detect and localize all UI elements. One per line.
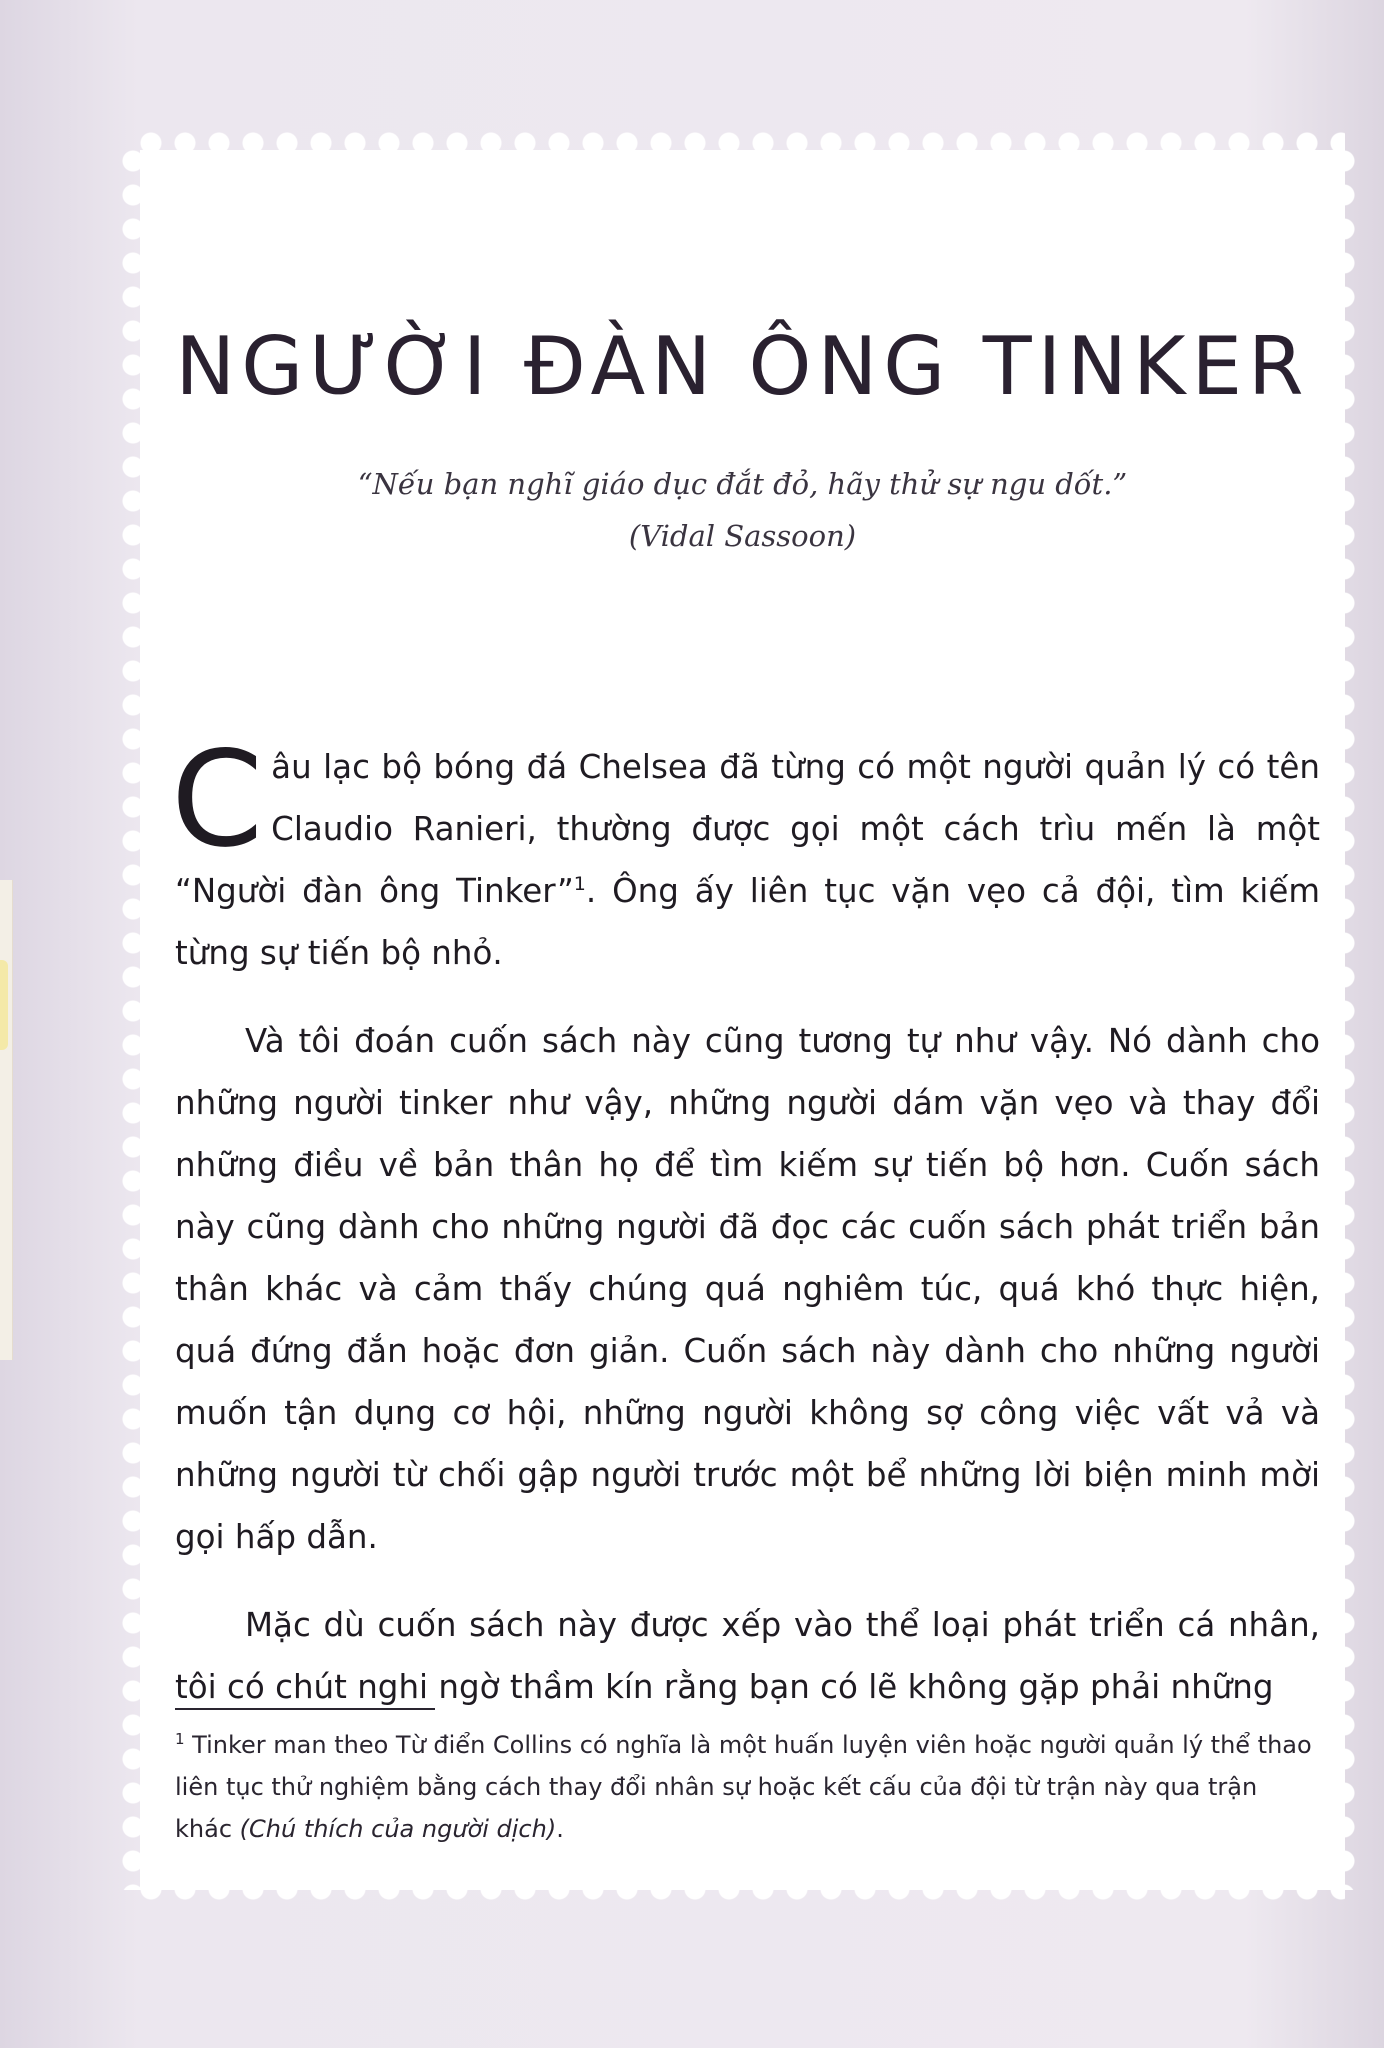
paragraph-1-text-end: . Ông ấy liên tục vặn vẹo cả đội, tìm kiếm từng sự tiến bộ nhỏ. (175, 872, 1320, 972)
body-text (171, 723, 1320, 1744)
footnote-divider (175, 1708, 435, 1710)
epigraph-quote: “Nếu bạn nghĩ giáo dục đắt đỏ, hãy thử sự ngu dốt.” (357, 467, 1128, 501)
footnote-text: Tinker man theo Từ điển Collins có nghĩa là một huấn luyện viên hoặc người quản lý thể thao liên tục thử nghiệm bằng cách thay đổi nhân sự hoặc kết cấu của đội từ trận này qua trận khác (175, 1731, 1312, 1843)
adjacent-page-edge (0, 880, 13, 1360)
footnote (175, 1724, 1320, 1850)
drop-cap: C (171, 723, 264, 877)
epigraph-author: (Vidal Sassoon) (628, 519, 857, 553)
paragraph-1-text: âu lạc bộ bóng đá Chelsea đã từng có một người quản lý có tên Claudio Ranieri, thường được gọi một cách trìu mến là một “Người đàn ông Tinker” (175, 748, 1320, 910)
footnote-translator-note: (Chú thích của người dịch) (239, 1815, 557, 1843)
footnote-reference: 1 (573, 873, 586, 896)
epigraph (140, 458, 1345, 562)
paragraph-2: Và tôi đoán cuốn sách này cũng tương tự như vậy. Nó dành cho những người tinker như vậy, những người dám vặn vẹo và thay đổi những điều về bản thân họ để tìm kiếm sự tiến bộ hơn. Cuốn sách này cũng dành cho những người đã đọc các cuốn sách phát triển bản thân khác và cảm thấy chúng quá nghiêm túc, quá khó thực hiện, quá đứng đắn hoặc đơn giản. Cuốn sách này dành cho những người muốn tận dụng cơ hội, những người không sợ công việc vất vả và những người từ chối gập người trước một bể những lời biện minh mời gọi hấp dẫn. (175, 1022, 1320, 1556)
adjacent-page-mark (0, 960, 8, 1050)
paragraph-1 (171, 723, 1320, 984)
paragraph-3: Mặc dù cuốn sách này được xếp vào thể loại phát triển cá nhân, tôi có chút nghi ngờ thầm kín rằng bạn có lẽ không gặp phải những (175, 1606, 1320, 1706)
footnote-marker: 1 (175, 1730, 185, 1748)
chapter-title: NGƯỜI ĐÀN ÔNG TINKER (175, 320, 1310, 413)
footnote-end: . (556, 1815, 564, 1843)
